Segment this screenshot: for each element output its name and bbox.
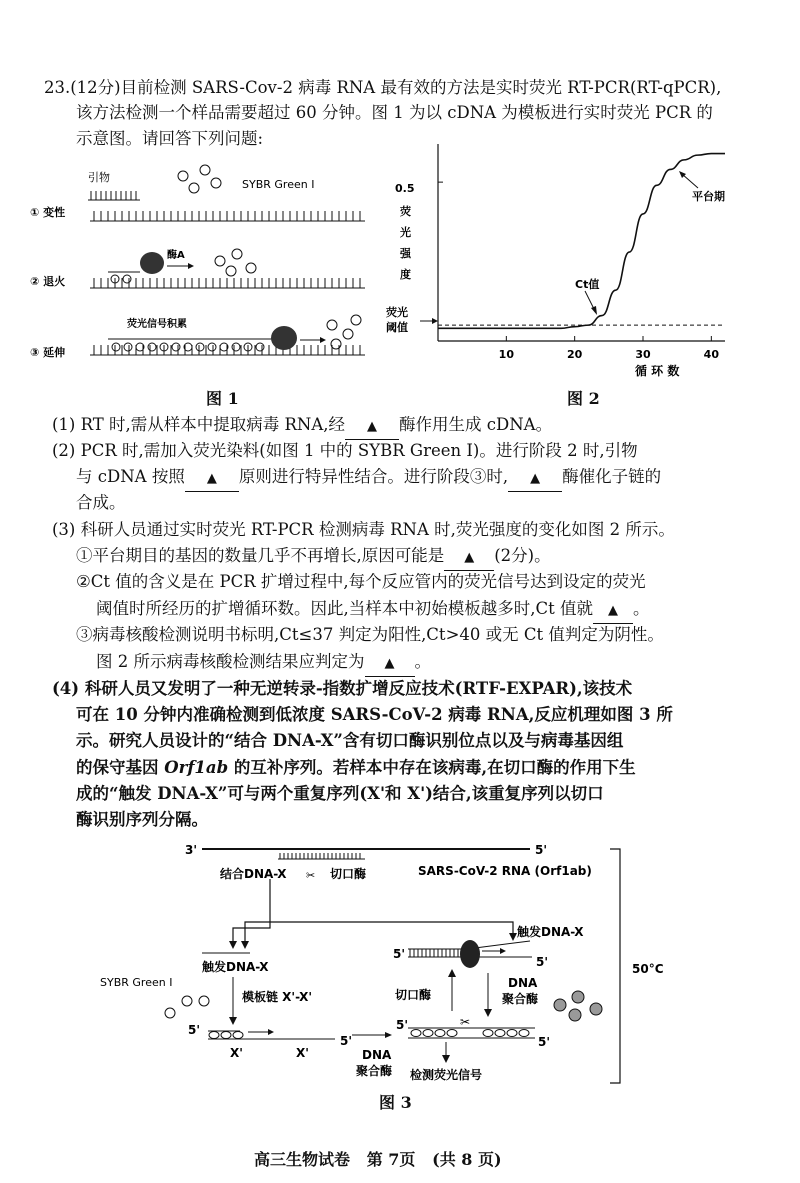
- figure-2-caption: 图 2: [567, 389, 600, 408]
- threshold-label-2: 阈值: [386, 321, 408, 334]
- accumulation-label: 荧光信号积累: [127, 319, 187, 330]
- enzyme-a-blob: [140, 252, 164, 274]
- part-2-line-2: 与 cDNA 按照 ▲ 原则进行特异性结合。进行阶段③时, ▲ 酶催化子链的: [76, 465, 661, 492]
- intro-line-2: 该方法检测一个样品需要超过 60 分钟。图 1 为以 cDNA 为模板进行实时荧光 PCR 的: [76, 103, 713, 122]
- cycle-5prime-top: 5': [393, 947, 406, 961]
- left-5prime: 5': [188, 1023, 201, 1037]
- question-header: [44, 76, 721, 100]
- fluorescence-curve: [438, 154, 725, 329]
- blank-4[interactable]: ▲: [444, 546, 494, 571]
- x-tick-label-20: 20: [567, 348, 583, 361]
- detect-signal-label: 检测荧光信号: [410, 1068, 483, 1082]
- blank-5[interactable]: ▲: [593, 599, 633, 624]
- scissors-icon-2: ✂: [460, 1015, 471, 1029]
- dna-polymerase-line-1: DNA: [362, 1048, 392, 1062]
- x-ticks: [438, 182, 711, 341]
- ct-value-label: Ct值: [575, 278, 600, 291]
- x-tick-label-30: 30: [635, 348, 651, 361]
- bottom-right-5prime: 5': [396, 1018, 409, 1032]
- primer-strand: [88, 191, 140, 200]
- y-label-char-3: 强: [400, 247, 411, 260]
- y-label-char-2: 光: [400, 226, 411, 239]
- step2-label: ② 退火: [30, 275, 66, 288]
- cycle-5prime-bottom: 5': [536, 955, 549, 969]
- figure-3-caption: 图 3: [379, 1093, 412, 1112]
- part-4-line-3: 示。研究人员设计的“结合 DNA-X”含有切口酶识别位点以及与病毒基因组: [76, 731, 624, 750]
- intro-line-3: 示意图。请回答下列问题:: [76, 129, 264, 148]
- step3-free-dye: [327, 315, 361, 349]
- step1-label: ① 变性: [30, 206, 66, 219]
- part-4-line-6: 酶识别序列分隔。: [76, 810, 208, 829]
- blank-3[interactable]: ▲: [508, 467, 562, 492]
- plateau-label: 平台期: [692, 190, 725, 203]
- part-3-line-1: (3) 科研人员通过实时荧光 RT-PCR 检测病毒 RNA 时,荧光强度的变化如图 2 所示。: [52, 520, 675, 539]
- rna-5prime: 5': [535, 843, 548, 857]
- part-3-sub-3-line-1: ③病毒核酸检测说明书标明,Ct≤37 判定为阳性,Ct>40 或无 Ct 值判定为阴性。: [76, 625, 664, 644]
- dna-polymerase-line-2: 聚合酶: [356, 1064, 393, 1078]
- blank-2[interactable]: ▲: [185, 467, 239, 492]
- step2-free-dye: [215, 249, 256, 276]
- fig1-sybr-label: SYBR Green I: [242, 178, 315, 191]
- part-2-line-3: 合成。: [76, 493, 126, 512]
- binding-dna-x-strand: [278, 853, 365, 859]
- x-tick-label-10: 10: [498, 348, 514, 361]
- part-3-sub-1: ①平台期目的基因的数量几乎不再增长,原因可能是 ▲ (2分)。: [76, 544, 551, 571]
- part-4-line-1: (4) 科研人员又发明了一种无逆转录-指数扩增反应技术(RTF-EXPAR),该技术: [52, 679, 633, 698]
- figure-2-chart: [380, 138, 740, 383]
- dna-polymerase-2-line-1: DNA: [508, 976, 538, 990]
- ct-pointer: [585, 291, 594, 309]
- part-3-sub-2-line-2: 阈值时所经历的扩增循环数。因此,当样本中初始模板越多时,Ct 值就 ▲ 。: [96, 597, 650, 624]
- question-score: (12分): [70, 78, 121, 97]
- left-5prime-end: 5': [340, 1034, 353, 1048]
- nicking-enzyme-2-label: 切口酶: [395, 988, 432, 1002]
- plateau-pointer: [682, 174, 698, 188]
- flow-arrows: [233, 879, 513, 943]
- figure-3: [90, 835, 750, 1095]
- x-prime-label-1: X': [230, 1046, 243, 1060]
- question-number: 23.: [44, 78, 71, 97]
- rna-label: SARS-CoV-2 RNA (Orf1ab): [418, 864, 592, 878]
- polymerase-blob: [271, 326, 297, 350]
- dna-polymerase-2-line-2: 聚合酶: [502, 992, 539, 1006]
- x-prime-label-2: X': [296, 1046, 309, 1060]
- y-label-char-4: 度: [400, 268, 411, 281]
- blank-1[interactable]: ▲: [345, 415, 399, 440]
- part-1: (1) RT 时,需从样本中提取病毒 RNA,经 ▲ 酶作用生成 cDNA。: [52, 413, 552, 440]
- part-4-line-2: 可在 10 分钟内准确检测到低浓度 SARS-CoV-2 病毒 RNA,反应机理如图 3 所: [76, 705, 673, 724]
- dna-polymerase-blob: [460, 940, 480, 968]
- step3-label: ③ 延伸: [30, 346, 66, 359]
- temperature-label: 50°C: [632, 962, 664, 976]
- blank-6[interactable]: ▲: [365, 652, 415, 677]
- x-axis-label: 循 环 数: [635, 364, 680, 378]
- sybr-dye-molecules: [178, 165, 221, 193]
- bottom-right-5prime-2: 5': [538, 1035, 551, 1049]
- trigger-dna-left-label: 触发DNA-X: [202, 960, 269, 974]
- free-sybr-dye: [165, 996, 209, 1018]
- temperature-bracket: [610, 849, 620, 1083]
- part-2-line-1: (2) PCR 时,需加入荧光染料(如图 1 中的 SYBR Green I)。进行阶段 2 时,引物: [52, 441, 638, 460]
- template-bound-dye: [209, 1032, 243, 1039]
- step2-bound-dye: [111, 275, 131, 283]
- step1-template-strand: [90, 211, 365, 221]
- nicking-enzyme-label: 切口酶: [330, 867, 367, 881]
- page-footer: 高三生物试卷 第 7页 (共 8 页): [254, 1150, 502, 1169]
- enzyme-a-label: 酶A: [167, 250, 185, 261]
- bottom-right-bound-dye: [411, 1030, 529, 1037]
- fluorescent-dye-molecules: [554, 991, 602, 1021]
- fig1-primer-label: 引物: [88, 171, 110, 184]
- sybr-label: SYBR Green I: [100, 976, 173, 989]
- y-label-char-1: 荧: [400, 205, 411, 218]
- figure-1-caption: 图 1: [206, 389, 239, 408]
- part-4-line-4: 的保守基因 Orf1ab 的互补序列。若样本中存在该病毒,在切口酶的作用下生: [76, 758, 636, 777]
- gene-name: Orf1ab: [164, 758, 229, 777]
- template-strand-label: 模板链 X'-X': [242, 990, 313, 1004]
- binding-dna-label: 结合DNA-X: [220, 867, 287, 881]
- part-3-sub-3-line-2: 图 2 所示病毒核酸检测结果应判定为 ▲ 。: [96, 650, 431, 677]
- scissors-icon: ✂: [306, 869, 316, 882]
- figure-1: [30, 150, 390, 380]
- threshold-label-1: 荧光: [386, 306, 408, 319]
- trigger-dna-top-label: 触发DNA-X: [517, 925, 584, 939]
- y-tick-label: 0.5: [395, 182, 415, 195]
- x-tick-label-40: 40: [703, 348, 719, 361]
- part-4-line-5: 成的“触发 DNA-X”可与两个重复序列(X'和 X')结合,该重复序列以切口: [76, 784, 604, 803]
- intro-line-1: 目前检测 SARS-Cov-2 病毒 RNA 最有效的方法是实时荧光 RT-PCR(RT-qPCR),: [120, 78, 722, 97]
- part-3-sub-2-line-1: ②Ct 值的含义是在 PCR 扩增过程中,每个反应管内的荧光信号达到设定的荧光: [76, 572, 646, 591]
- rna-3prime: 3': [185, 843, 198, 857]
